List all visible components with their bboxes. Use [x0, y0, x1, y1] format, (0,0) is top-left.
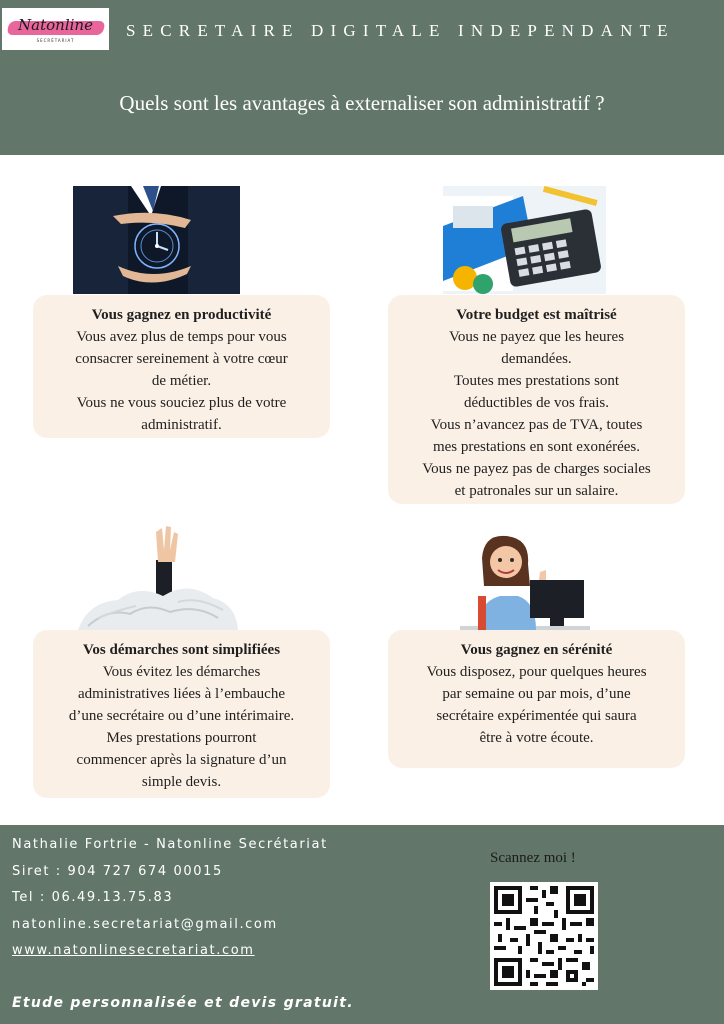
- benefit-line: commencer après la signature d’un: [76, 752, 287, 768]
- benefit-line: consacrer sereinement à votre cœur: [75, 351, 288, 367]
- contact-email[interactable]: natonline.secretariat@gmail.com: [12, 917, 278, 932]
- benefit-line: d’une secrétaire ou d’une intérimaire.: [68, 708, 295, 724]
- benefit-line: demandées.: [501, 351, 572, 367]
- logo-brand: Natonline: [18, 16, 93, 34]
- benefit-title: Votre budget est maîtrisé: [456, 307, 617, 323]
- benefit-line: Vous n’avancez pas de TVA, toutes: [430, 417, 643, 433]
- benefit-line: mes prestations en sont exonérées.: [432, 439, 641, 455]
- secretary-computer-icon: [460, 530, 590, 630]
- contact-siret: Siret : 904 727 674 00015: [12, 864, 223, 879]
- benefit-title: Vous gagnez en productivité: [91, 307, 272, 323]
- benefit-line: par semaine ou par mois, d’une: [442, 686, 631, 702]
- scan-label: Scannez moi !: [490, 850, 576, 866]
- header-band: [0, 0, 724, 155]
- footer-band: [0, 825, 724, 1024]
- benefit-card-productivity: [33, 295, 330, 438]
- benefit-card-budget: [388, 295, 685, 504]
- benefit-line: simple devis.: [141, 774, 222, 790]
- benefit-line: secrétaire expérimentée qui saura: [436, 708, 637, 724]
- benefit-line: Vous disposez, pour quelques heures: [426, 664, 647, 680]
- hands-clock-icon: [73, 186, 240, 294]
- website-link[interactable]: www.natonlinesecretariat.com: [12, 943, 255, 958]
- benefit-title: Vos démarches sont simplifiées: [82, 642, 281, 658]
- tagline: Etude personnalisée et devis gratuit.: [12, 995, 354, 1011]
- paper-pile-hand-icon: [78, 522, 238, 630]
- contact-name: Nathalie Fortrie - Natonline Secrétariat: [12, 837, 328, 852]
- benefit-line: être à votre écoute.: [479, 730, 594, 746]
- benefit-line: déductibles de vos frais.: [464, 395, 609, 411]
- page-title: SECRETAIRE DIGITALE INDEPENDANTE: [126, 21, 675, 40]
- benefit-line: Vous ne payez pas de charges sociales: [422, 461, 651, 477]
- qr-code-icon[interactable]: [490, 882, 598, 990]
- benefit-card-simplified: [33, 630, 330, 798]
- page-question: Quels sont les avantages à externaliser son administratif ?: [119, 91, 605, 115]
- contact-phone[interactable]: Tel : 06.49.13.75.83: [12, 890, 174, 905]
- logo[interactable]: [2, 8, 109, 50]
- benefit-line: Vous ne vous souciez plus de votre: [76, 395, 287, 411]
- benefit-line: Toutes mes prestations sont: [453, 373, 620, 389]
- benefit-line: Vous évitez les démarches: [102, 664, 261, 680]
- benefit-line: Vous avez plus de temps pour vous: [76, 329, 287, 345]
- benefit-line: Mes prestations pourront: [106, 730, 257, 746]
- benefit-line: et patronales sur un salaire.: [454, 483, 619, 499]
- calculator-budget-icon: [443, 186, 606, 294]
- benefit-line: de métier.: [151, 373, 212, 389]
- benefit-card-serenity: [388, 630, 685, 768]
- benefit-line: administratives liées à l’embauche: [77, 686, 285, 702]
- benefit-line: administratif.: [141, 417, 222, 433]
- benefit-line: Vous ne payez que les heures: [448, 329, 625, 345]
- logo-subtitle: SECRÉTARIAT: [36, 38, 75, 43]
- benefit-title: Vous gagnez en sérénité: [460, 642, 613, 658]
